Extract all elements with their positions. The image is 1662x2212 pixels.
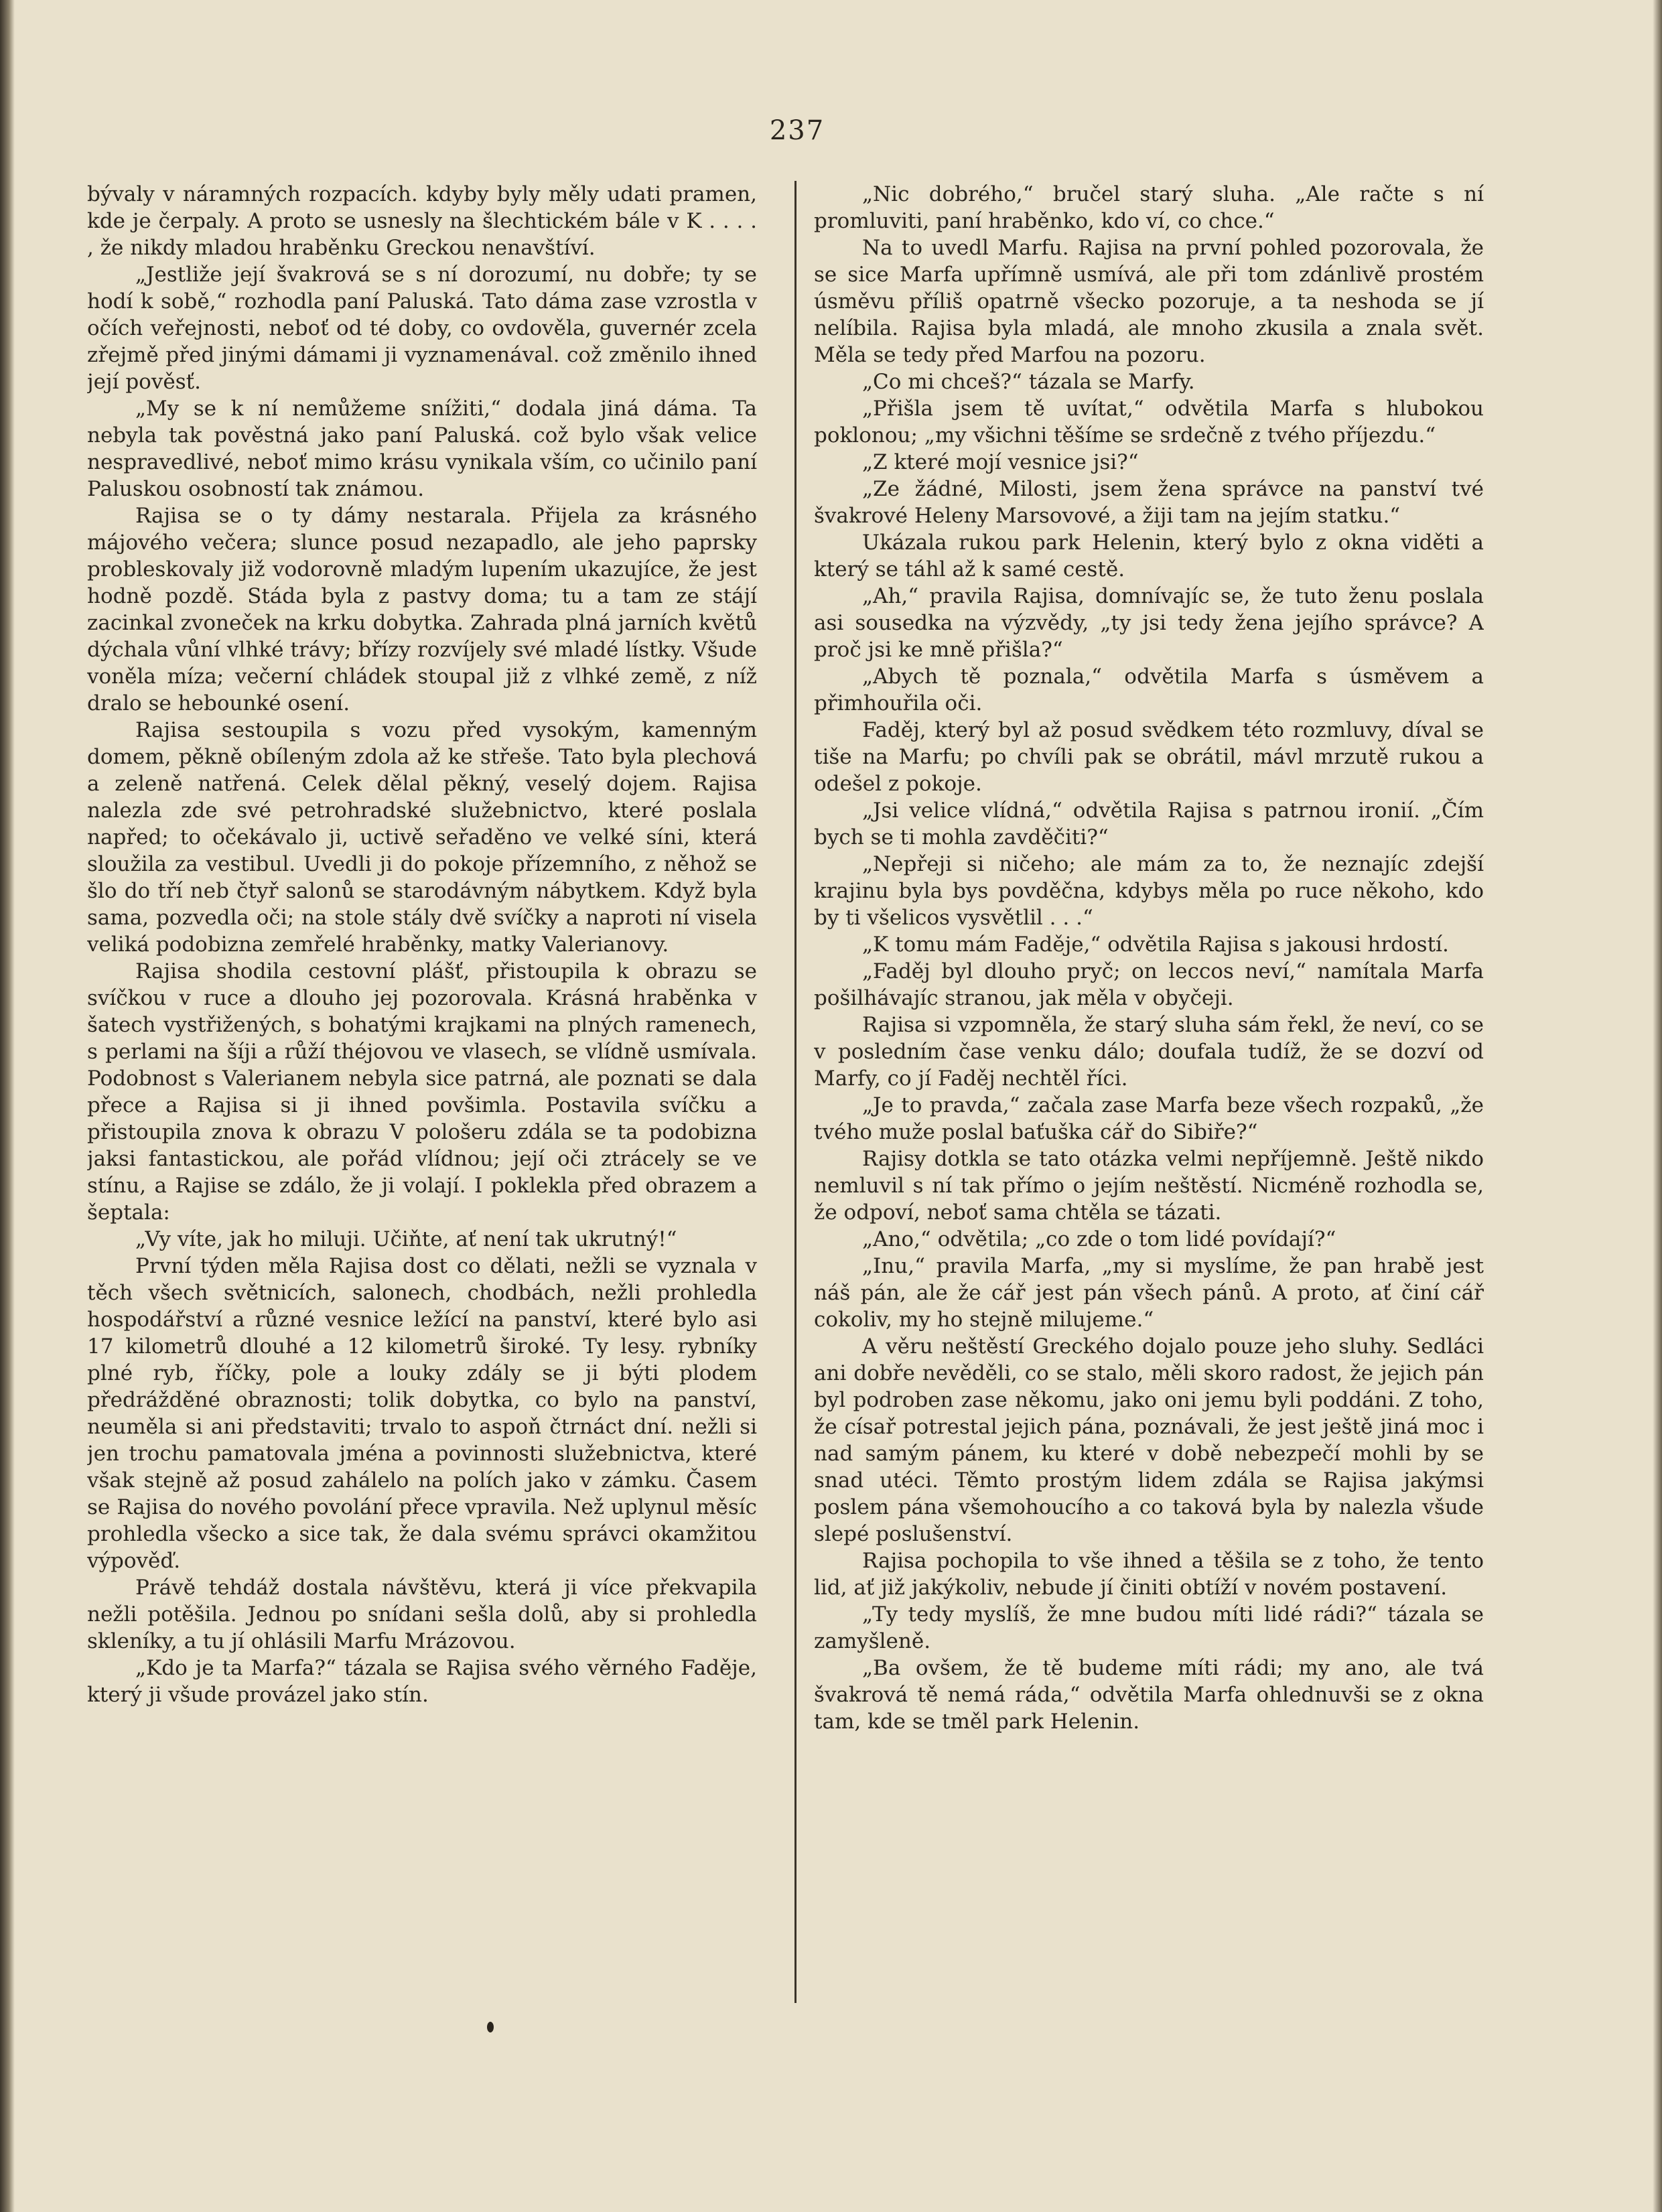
paragraph: „Ba ovšem, že tě budeme míti rádi; my ano, ale tvá švakrová tě nemá ráda,“ odvětila Marfa ohlednuvši se z okna tam, kde se tměl park Helenin. bbox=[814, 1656, 1484, 1734]
paragraph: Rajisa si vzpomněla, že starý sluha sám řekl, že neví, co se v posledním čase venku dálo; doufala tudíž, že se dozví od Marfy, co jí Faděj nechtěl říci. bbox=[814, 1013, 1484, 1091]
paragraph: „Jsi velice vlídná,“ odvětila Rajisa s patrnou ironií. „Čím bych se ti mohla zavděčiti?“ bbox=[814, 799, 1484, 849]
paragraph: „Ah,“ pravila Rajisa, domnívajíc se, že tuto ženu poslala asi sousedka na výzvědy, „ty jsi tedy žena jejího správce? A proč jsi ke mně přišla?“ bbox=[814, 584, 1484, 662]
paragraph: Ukázala rukou park Helenin, který bylo z okna viděti a který se táhl až k samé cestě. bbox=[814, 531, 1484, 581]
paragraph: „Kdo je ta Marfa?“ tázala se Rajisa svého věrného Faděje, který ji všude provázel jako stín. bbox=[87, 1656, 757, 1707]
paragraph: Rajisa pochopila to vše ihned a těšila se z toho, že tento lid, ať již jakýkoliv, nebude jí činiti obtíží v novém postavení. bbox=[814, 1549, 1484, 1600]
paragraph: „Inu,“ pravila Marfa, „my si myslíme, že pan hrabě jest náš pán, ale že cář jest pán všech pánů. A proto, ať činí cář cokoliv, my ho stejně milujeme.“ bbox=[814, 1254, 1484, 1332]
paragraph: „My se k ní nemůžeme snížiti,“ dodala jiná dáma. Ta nebyla tak pověstná jako paní Paluská. což bylo však velice nespravedlivé, neboť mimo krásu vynikala vším, co učinilo paní Paluskou osobností tak známou. bbox=[87, 397, 757, 501]
ink-blot bbox=[487, 2022, 494, 2032]
paragraph: „Vy víte, jak ho miluji. Učiňte, ať není tak ukrutný!“ bbox=[135, 1227, 677, 1251]
paragraph: Rajisa sestoupila s vozu před vysokým, kamenným domem, pěkně obíleným zdola až ke střeše. Tato byla plechová a zeleně natřená. Celek dělal pěkný, veselý dojem. Rajisa nalezla zde své petrohradské služebnictvo, které poslala napřed; to očekávalo ji, uctivě seřaděno ve velké síni, která sloužila za vestibul. Uvedli ji do pokoje přízemního, z něhož se šlo do tří neb čtyř salonů se starodávným nábytkem. Když byla sama, pozvedla oči; na stole stály dvě svíčky a naproti ní visela veliká podobizna zemřelé hraběnky, matky Valerianovy. bbox=[87, 718, 757, 957]
paragraph: bývaly v náramných rozpacích. kdyby byly měly udati pramen, kde je čerpaly. A proto se usnesly na šlechtickém bále v K . . . . , že nikdy mladou hraběnku Greckou nenavštíví. bbox=[87, 182, 757, 260]
paragraph: A věru neštěstí Greckého dojalo pouze jeho sluhy. Sedláci ani dobře nevěděli, co se stalo, měli skoro radost, že jejich pán byl podroben zase někomu, jako oni jemu byli poddáni. Z toho, že císař potrestal jejich pána, poznávali, že jest ještě jiná moc i nad samým pánem, ku které v době nebezpečí mohli by se snad utéci. Těmto prostým lidem zdála se Rajisa jakýmsi poslem pána všemohoucího a co taková byla by nalezla všude slepé poslušenství. bbox=[814, 1334, 1484, 1546]
paragraph: Rajisa shodila cestovní plášť, přistoupila k obrazu se svíčkou v ruce a dlouho jej pozorovala. Krásná hraběnka v šatech vystřižených, s bohatými krajkami na plných ramenech, s perlami na šíji a růží théjovou ve vlasech, se vlídně usmívala. Podobnost s Valerianem nebyla sice patrná, ale poznati se dala přece a Rajisa si ji ihned povšimla. Postavila svíčku a přistoupila znova k obrazu V pološeru zdála se ta podobizna jaksi fantastickou, ale pořád vlídnou; její oči ztrácely se ve stínu, a Rajise se zdálo, že ji volají. I poklekla před obrazem a šeptala: bbox=[87, 959, 757, 1225]
paragraph: „K tomu mám Faděje,“ odvětila Rajisa s jakousi hrdostí. bbox=[862, 932, 1449, 957]
paragraph: „Jestliže její švakrová se s ní dorozumí, nu dobře; ty se hodí k sobě,“ rozhodla paní Paluská. Tato dáma zase vzrostla v očích veřejnosti, neboť od té doby, co ovdověla, guvernér zcela zřejmě před jinými dámami ji vyznamenával. což změnilo ihned její pověsť. bbox=[87, 263, 757, 394]
paragraph: „Přišla jsem tě uvítat,“ odvětila Marfa s hlubokou poklonou; „my všichni těšíme se srdečně z tvého příjezdu.“ bbox=[814, 397, 1484, 447]
paragraph: „Nepřeji si ničeho; ale mám za to, že neznajíc zdejší krajinu byla bys povděčna, kdybys měla po ruce někoho, kdo by ti všelicos vysvětlil . . .“ bbox=[814, 852, 1484, 930]
paragraph: Právě tehdáž dostala návštěvu, která ji více překvapila nežli potěšila. Jednou po snídani sešla dolů, aby si prohledla skleníky, a tu jí ohlásili Marfu Mrázovou. bbox=[87, 1576, 757, 1653]
paragraph: „Faděj byl dlouho pryč; on leccos neví,“ namítala Marfa pošilhávajíc stranou, jak měla v obyčeji. bbox=[814, 959, 1484, 1010]
paragraph: „Ano,“ odvětila; „co zde o tom lidé povídají?“ bbox=[862, 1227, 1336, 1251]
paragraph: „Ty tedy myslíš, že mne budou míti lidé rádi?“ tázala se zamyšleně. bbox=[814, 1602, 1484, 1653]
paragraph: Rajisa se o ty dámy nestarala. Přijela za krásného májového večera; slunce posud nezapadlo, ale jeho paprsky probleskovaly již vodorovně mladým lupením ukazujíce, že jest hodně pozdě. Stáda byla z pastvy doma; tu a tam ze stájí zacinkal zvoneček na krku dobytka. Zahrada plná jarních květů dýchala vůní vlhké trávy; břízy rozvíjely své mladé lístky. Všude voněla míza; večerní chládek stoupal již z vlhké země, z níž dralo se hebounké osení. bbox=[87, 504, 757, 715]
paragraph: „Ze žádné, Milosti, jsem žena správce na panství tvé švakrové Heleny Marsovové, a žiji tam na jejím statku.“ bbox=[814, 477, 1484, 528]
scan-edge-right bbox=[1653, 0, 1662, 2212]
right-column bbox=[814, 181, 1484, 2057]
column-divider bbox=[794, 181, 797, 2003]
paragraph: „Co mi chceš?“ tázala se Marfy. bbox=[862, 370, 1195, 394]
left-column bbox=[87, 181, 757, 2057]
scan-edge-left bbox=[0, 0, 15, 2212]
paragraph: První týden měla Rajisa dost co dělati, nežli se vyznala v těch všech světnicích, salonech, chodbách, nežli prohledla hospodářství a různé vesnice ležící na panství, které bylo asi 17 kilometrů dlouhé a 12 kilometrů široké. Ty lesy. rybníky plné ryb, říčky, pole a louky zdály se ji býti plodem předrážděné obraznosti; tolik dobytka, co bylo na panství, neuměla si ani představiti; trvalo to aspoň čtrnáct dní. nežli si jen trochu pamatovala jména a povinnosti služebnictva, které však stejně až posud zahálelo na polích jako v zámku. Časem se Rajisa do nového povolání přece vpravila. Než uplynul měsíc prohledla všecko a sice tak, že dala svému správci okamžitou výpověď. bbox=[87, 1254, 757, 1573]
paragraph: „Z které mojí vesnice jsi?“ bbox=[862, 450, 1139, 474]
paragraph: „Abych tě poznala,“ odvětila Marfa s úsměvem a přimhouřila oči. bbox=[814, 665, 1484, 715]
paragraph: Na to uvedl Marfu. Rajisa na první pohled pozorovala, že se sice Marfa upřímně usmívá, ale při tom zdánlivě prostém úsměvu příliš opatrně všecko pozoruje, a ta neshoda se jí nelíbila. Rajisa byla mladá, ale mnoho zkusila a znala svět. Měla se tedy před Marfou na pozoru. bbox=[814, 236, 1484, 367]
paragraph: Rajisy dotkla se tato otázka velmi nepříjemně. Ještě nikdo nemluvil s ní tak přímo o jejím neštěstí. Nicméně rozhodla se, že odpoví, neboť sama chtěla se tázati. bbox=[814, 1147, 1484, 1225]
paragraph: „Je to pravda,“ začala zase Marfa beze všech rozpaků, „že tvého muže poslal baťuška cář do Sibiře?“ bbox=[814, 1093, 1484, 1144]
paragraph: „Nic dobrého,“ bručel starý sluha. „Ale račte s ní promluviti, paní hraběnko, kdo ví, co chce.“ bbox=[814, 182, 1484, 233]
page-number: 237 bbox=[769, 115, 825, 146]
paragraph: Faděj, který byl až posud svědkem této rozmluvy, díval se tiše na Marfu; po chvíli pak se obrátil, mávl mrzutě rukou a odešel z pokoje. bbox=[814, 718, 1484, 796]
